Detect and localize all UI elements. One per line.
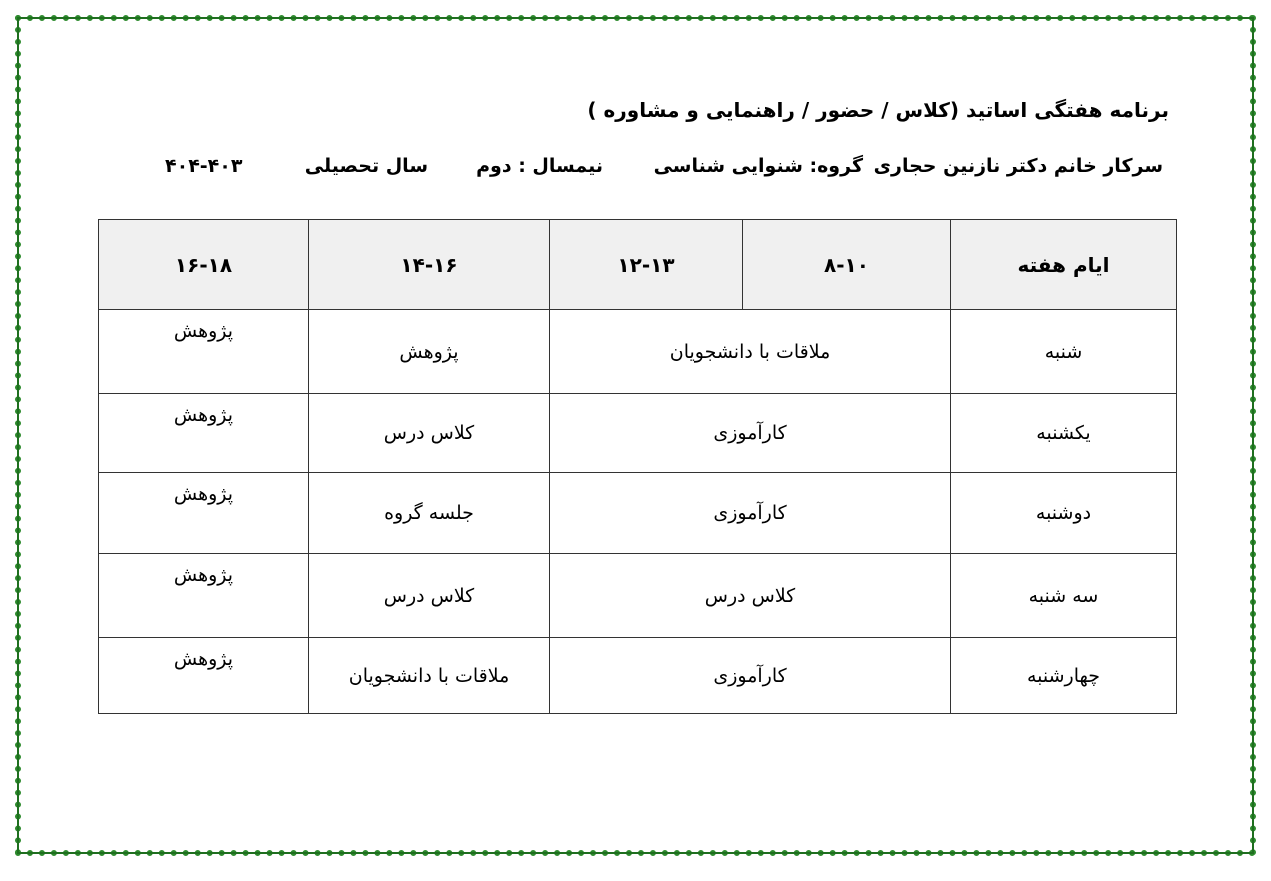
morning-cell: کلاس درس [550,554,951,638]
supervisor-name: سرکار خانم دکتر نازنین حجاری [873,155,1163,177]
morning-cell: کارآموزی [550,394,951,473]
day-cell: شنبه [951,310,1177,394]
table-row [99,394,1177,473]
column-header-8-10: ۸-۱۰ [743,220,951,310]
afternoon-cell: کلاس درس [309,554,550,638]
column-header-12-13: ۱۲-۱۳ [550,220,743,310]
academic-year-label: سال تحصیلی [304,155,428,177]
evening-cell: پژوهش [99,310,309,394]
table-row [99,310,1177,394]
group-name: گروه: شنوایی شناسی [653,155,863,177]
afternoon-cell: پژوهش [309,310,550,394]
column-header-weekday: ایام هفته [951,220,1177,310]
afternoon-cell: ملاقات با دانشجویان [309,638,550,714]
afternoon-cell: کلاس درس [309,394,550,473]
afternoon-cell: جلسه گروه [309,473,550,554]
column-header-14-16: ۱۴-۱۶ [309,220,550,310]
table-row [99,554,1177,638]
academic-year-value: ۴۰۴-۴۰۳ [165,155,243,177]
evening-cell: پژوهش [99,554,309,638]
day-cell: سه شنبه [951,554,1177,638]
morning-cell: ملاقات با دانشجویان [550,310,951,394]
table-row [99,473,1177,554]
morning-cell: کارآموزی [550,638,951,714]
column-header-16-18: ۱۶-۱۸ [99,220,309,310]
evening-cell: پژوهش [99,473,309,554]
evening-cell: پژوهش [99,394,309,473]
semester: نیمسال : دوم [476,155,603,177]
day-cell: دوشنبه [951,473,1177,554]
page-title: برنامه هفتگی اساتید (کلاس / حضور / راهنمایی و مشاوره ) [587,98,1169,122]
info-line [165,155,1163,185]
weekly-schedule-table [98,219,1177,714]
table-header-row [99,220,1177,310]
day-cell: چهارشنبه [951,638,1177,714]
evening-cell: پژوهش [99,638,309,714]
day-cell: یکشنبه [951,394,1177,473]
morning-cell: کارآموزی [550,473,951,554]
table-row [99,638,1177,714]
